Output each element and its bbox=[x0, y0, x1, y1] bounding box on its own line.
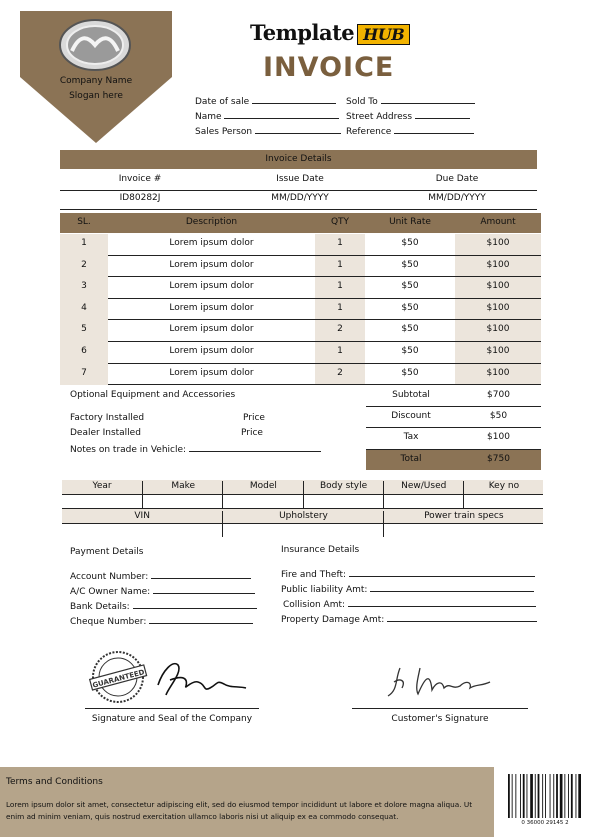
unit-rate-cell[interactable]: $50 bbox=[365, 277, 455, 299]
totals-label: Tax bbox=[403, 432, 419, 443]
amount-header: Amount bbox=[480, 217, 516, 227]
vehicle-cell[interactable]: New/Used bbox=[383, 481, 464, 508]
guaranteed-seal-icon bbox=[90, 652, 147, 702]
qty-cell[interactable]: 1 bbox=[315, 342, 365, 364]
vehicle-cell[interactable]: Key no bbox=[463, 481, 544, 508]
totals-value[interactable]: $100 bbox=[487, 432, 510, 443]
terms-box bbox=[0, 767, 494, 837]
payment-title: Payment Details bbox=[70, 547, 144, 557]
sl-header: SL. bbox=[77, 217, 91, 227]
liability-field[interactable]: Public liability Amt: bbox=[281, 583, 534, 595]
totals-label: Subtotal bbox=[392, 390, 430, 400]
field-name[interactable]: Name bbox=[195, 110, 339, 122]
description-cell[interactable]: Lorem ipsum dolor bbox=[108, 256, 315, 278]
totals-row bbox=[366, 428, 541, 449]
description-cell[interactable]: Lorem ipsum dolor bbox=[108, 234, 315, 256]
totals-row bbox=[366, 407, 541, 428]
unit-rate-cell[interactable]: $50 bbox=[365, 364, 455, 386]
table-row bbox=[60, 256, 541, 278]
vehicle-cell[interactable]: Power train specs bbox=[383, 511, 544, 537]
notes-field[interactable]: Notes on trade in Vehicle: bbox=[70, 443, 321, 455]
table-row bbox=[60, 277, 541, 299]
vehicle-divider bbox=[62, 494, 543, 495]
company-seal-signature bbox=[88, 650, 263, 705]
owner-name-field[interactable]: A/C Owner Name: bbox=[70, 585, 255, 597]
vehicle-cell[interactable]: VIN bbox=[134, 511, 150, 521]
amount-cell[interactable]: $100 bbox=[455, 234, 541, 256]
invoice-details-title: Invoice Details bbox=[60, 150, 537, 169]
company-name: Company Name bbox=[59, 76, 133, 86]
amount-cell[interactable]: $100 bbox=[455, 277, 541, 299]
field-date-of-sale[interactable]: Date of sale bbox=[195, 95, 336, 107]
customer-signature-line bbox=[352, 708, 528, 709]
totals-value[interactable]: $750 bbox=[487, 453, 510, 464]
company-badge bbox=[20, 11, 172, 143]
totals-label: Discount bbox=[391, 411, 431, 422]
unit-rate-cell[interactable]: $50 bbox=[365, 342, 455, 364]
description-cell[interactable]: Lorem ipsum dolor bbox=[108, 364, 315, 386]
vehicle-cell[interactable]: Upholstery bbox=[222, 511, 383, 537]
company-signature-label: Signature and Seal of the Company bbox=[91, 714, 253, 724]
totals-row bbox=[366, 386, 541, 407]
invoice-details-header-row bbox=[60, 170, 537, 191]
qty-header: QTY bbox=[330, 217, 350, 227]
vehicle-grid-2 bbox=[62, 509, 543, 537]
qty-cell[interactable]: 2 bbox=[315, 364, 365, 386]
sl-cell[interactable]: 7 bbox=[60, 364, 108, 386]
table-row bbox=[60, 342, 541, 364]
totals-value[interactable]: $50 bbox=[489, 411, 508, 422]
extras-title: Optional Equipment and Accessories bbox=[70, 390, 236, 400]
vehicle-cell[interactable]: Body style bbox=[303, 481, 384, 508]
customer-signature-icon bbox=[380, 660, 500, 702]
barcode-icon bbox=[505, 772, 585, 822]
vehicle-cell[interactable]: Make bbox=[142, 481, 223, 508]
terms-text: Lorem ipsum dolor sit amet, consectetur adipiscing elit, sed do eiusmod tempor incididunt ut labore et dolore magna aliqua. Ut enim ad minim veniam, quis nostrud exercitation ullamco laboris nisi ut aliquip ex ea commodo consequat. bbox=[6, 800, 473, 821]
total-row bbox=[366, 450, 541, 470]
totals-label: Total bbox=[400, 453, 422, 464]
barcode-number: 0 36000 29145 2 bbox=[521, 820, 569, 826]
dealer-price: Price bbox=[241, 428, 263, 438]
table-row bbox=[60, 299, 541, 321]
sl-cell[interactable]: 3 bbox=[60, 277, 108, 299]
field-sold-to[interactable]: Sold To bbox=[346, 95, 475, 107]
due-date-value[interactable]: MM/DD/YYYY bbox=[428, 193, 486, 203]
cheque-number-field[interactable]: Cheque Number: bbox=[70, 615, 253, 627]
insurance-title: Insurance Details bbox=[281, 545, 360, 555]
collision-field[interactable]: Collision Amt: bbox=[283, 598, 536, 610]
unit-rate-cell[interactable]: $50 bbox=[365, 320, 455, 342]
unit-rate-cell[interactable]: $50 bbox=[365, 256, 455, 278]
dealer-installed: Dealer Installed bbox=[70, 428, 141, 438]
brand-template: Template bbox=[250, 20, 355, 45]
issue-date-header: Issue Date bbox=[276, 174, 324, 184]
invoice-number-header: Invoice # bbox=[118, 174, 162, 184]
qty-cell[interactable]: 1 bbox=[315, 234, 365, 256]
due-date-header: Due Date bbox=[435, 174, 479, 184]
description-header: Description bbox=[185, 217, 238, 227]
qty-cell[interactable]: 2 bbox=[315, 320, 365, 342]
factory-installed: Factory Installed bbox=[70, 413, 145, 423]
amount-cell[interactable]: $100 bbox=[455, 364, 541, 386]
company-signature-icon bbox=[158, 664, 246, 695]
terms-title: Terms and Conditions bbox=[6, 777, 103, 787]
amount-cell[interactable]: $100 bbox=[455, 299, 541, 321]
sl-cell[interactable]: 4 bbox=[60, 299, 108, 321]
table-row bbox=[60, 234, 541, 256]
field-reference[interactable]: Reference bbox=[346, 125, 474, 137]
items-header bbox=[60, 213, 541, 233]
vehicle-grid-1 bbox=[62, 480, 543, 509]
totals-value[interactable]: $700 bbox=[487, 390, 510, 400]
description-cell[interactable]: Lorem ipsum dolor bbox=[108, 277, 315, 299]
sl-cell[interactable]: 1 bbox=[60, 234, 108, 256]
description-cell[interactable]: Lorem ipsum dolor bbox=[108, 342, 315, 364]
factory-price: Price bbox=[243, 413, 265, 423]
vehicle-divider bbox=[62, 523, 543, 524]
vehicle-cell[interactable]: Model bbox=[222, 481, 303, 508]
page-title: INVOICE bbox=[263, 52, 395, 83]
unit-rate-cell[interactable]: $50 bbox=[365, 234, 455, 256]
unit-rate-header: Unit Rate bbox=[389, 217, 431, 227]
issue-date-value[interactable]: MM/DD/YYYY bbox=[271, 193, 329, 203]
account-number-field[interactable]: Account Number: bbox=[70, 570, 251, 582]
sl-cell[interactable]: 6 bbox=[60, 342, 108, 364]
barcode bbox=[505, 772, 585, 830]
svg-text:GUARANTEED: GUARANTEED bbox=[91, 668, 146, 690]
property-damage-field[interactable]: Property Damage Amt: bbox=[281, 613, 537, 625]
amount-cell[interactable]: $100 bbox=[455, 342, 541, 364]
unit-rate-cell[interactable]: $50 bbox=[365, 299, 455, 321]
fire-theft-field[interactable]: Fire and Theft: bbox=[281, 568, 535, 580]
description-cell[interactable]: Lorem ipsum dolor bbox=[108, 299, 315, 321]
company-signature-line bbox=[85, 708, 259, 709]
brand-hub: HUB bbox=[357, 24, 410, 45]
sl-cell[interactable]: 5 bbox=[60, 320, 108, 342]
brand-logo bbox=[250, 20, 410, 45]
qty-cell[interactable]: 1 bbox=[315, 277, 365, 299]
bank-details-field[interactable]: Bank Details: bbox=[70, 600, 257, 612]
field-street-address[interactable]: Street Address bbox=[346, 110, 470, 122]
invoice-number-value[interactable]: ID80282J bbox=[119, 193, 161, 203]
slogan: Slogan here bbox=[69, 91, 123, 101]
amount-cell[interactable]: $100 bbox=[455, 320, 541, 342]
table-row bbox=[60, 320, 541, 342]
invoice-details-value-row bbox=[60, 191, 537, 210]
table-row bbox=[60, 364, 541, 386]
description-cell[interactable]: Lorem ipsum dolor bbox=[108, 320, 315, 342]
qty-cell[interactable]: 1 bbox=[315, 256, 365, 278]
customer-signature-label: Customer's Signature bbox=[391, 714, 489, 724]
vehicle-cell[interactable]: Year bbox=[92, 481, 112, 491]
field-sales-person[interactable]: Sales Person bbox=[195, 125, 341, 137]
amount-cell[interactable]: $100 bbox=[455, 256, 541, 278]
sl-cell[interactable]: 2 bbox=[60, 256, 108, 278]
qty-cell[interactable]: 1 bbox=[315, 299, 365, 321]
